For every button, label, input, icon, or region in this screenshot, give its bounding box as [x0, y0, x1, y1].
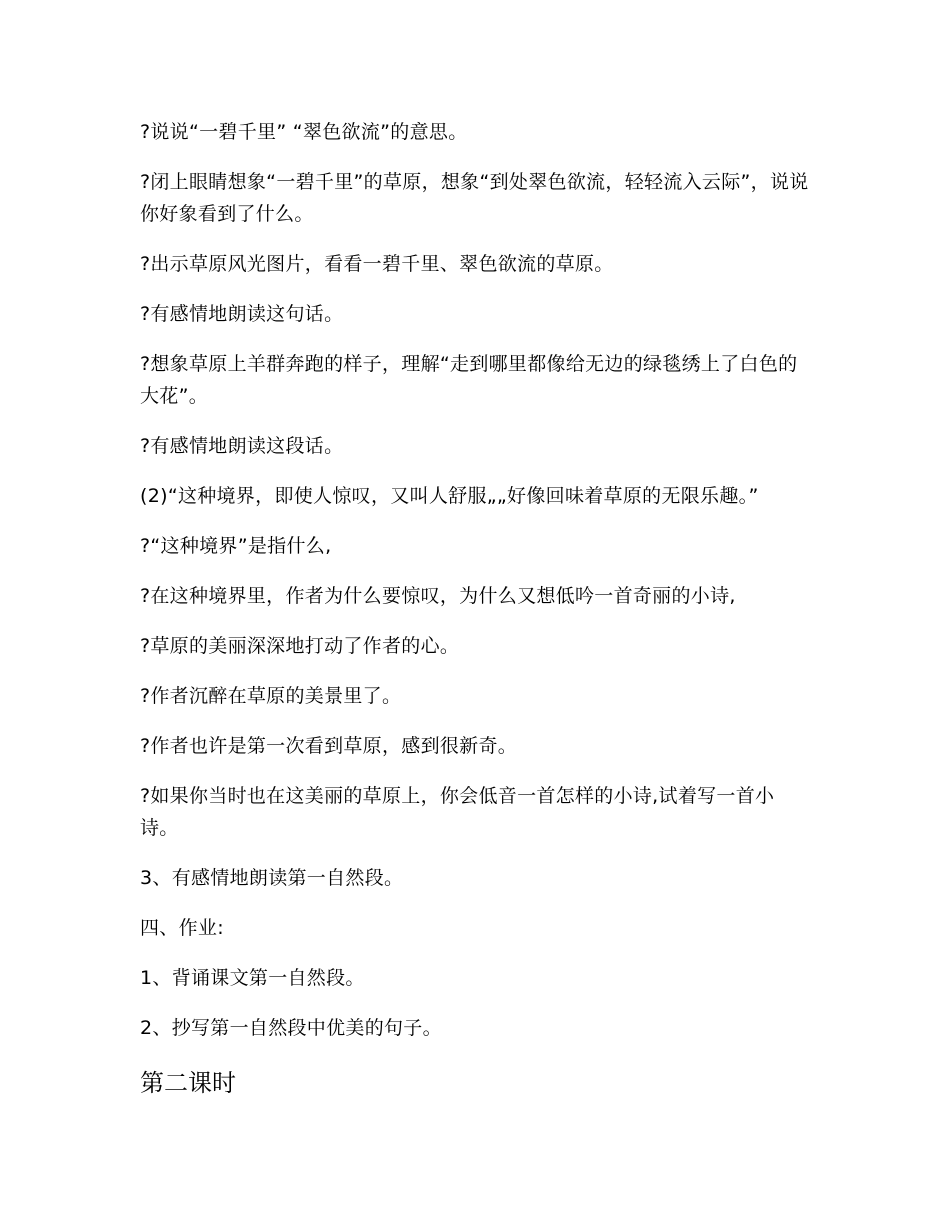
paragraph-1: ?说说“一碧千里” “翠色欲流”的意思。 [140, 121, 468, 143]
paragraph-11: ?作者沉醉在草原的美景里了。 [140, 685, 402, 707]
paragraph-15: 四、作业: [140, 917, 224, 939]
section-heading: 第二课时 [140, 1069, 236, 1097]
paragraph-4: ?有感情地朗读这句话。 [140, 303, 344, 325]
paragraph-12: ?作者也许是第一次看到草原，感到很新奇。 [140, 735, 518, 757]
paragraph-17: 2、抄写第一自然段中优美的句子。 [140, 1017, 442, 1039]
document-body [140, 116, 812, 1100]
paragraph-3: ?出示草原风光图片，看看一碧千里、翠色欲流的草原。 [140, 253, 614, 275]
paragraph-6: ?有感情地朗读这段话。 [140, 435, 344, 457]
paragraph-14: 3、有感情地朗读第一自然段。 [140, 867, 404, 889]
paragraph-10: ?草原的美丽深深地打动了作者的心。 [140, 635, 460, 657]
paragraph-5: ?想象草原上羊群奔跑的样子，理解“走到哪里都像给无边的绿毯绣上了白色的大花”。 [140, 353, 798, 407]
paragraph-8: ?“这种境界”是指什么, [140, 535, 332, 557]
paragraph-7: (2)“这种境界，即使人惊叹，又叫人舒服„„好像回味着草原的无限乐趣。” [140, 485, 759, 507]
paragraph-13: ?如果你当时也在这美丽的草原上，你会低音一首怎样的小诗,试着写一首小诗。 [140, 785, 775, 839]
paragraph-2: ?闭上眼睛想象“一碧千里”的草原，想象“到处翠色欲流，轻轻流入云际”，说说你好象看到了什么。 [140, 171, 809, 225]
paragraph-16: 1、背诵课文第一自然段。 [140, 967, 365, 989]
paragraph-9: ?在这种境界里，作者为什么要惊叹，为什么又想低吟一首奇丽的小诗, [140, 585, 736, 607]
